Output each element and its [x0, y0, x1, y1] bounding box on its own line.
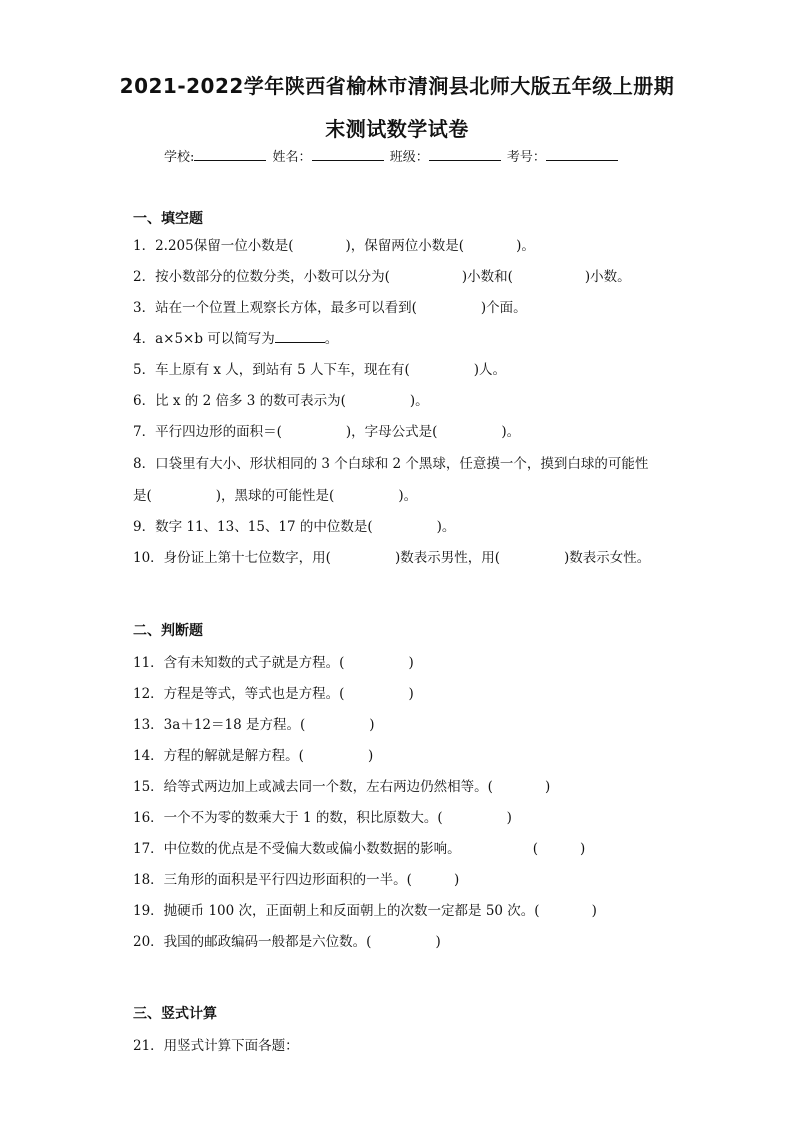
q19-text: 19．抛硬币 100 次，正面朝上和反面朝上的次数一定都是 50 次。( — [133, 903, 540, 919]
question-7 — [133, 420, 520, 440]
school-label: 学校: — [164, 150, 195, 165]
q11-close: ) — [408, 655, 414, 671]
q13-close: ) — [369, 717, 375, 733]
q17-close: ) — [579, 841, 586, 857]
section-fill-heading: 一、填空题 — [133, 211, 203, 227]
q11-text: 11．含有未知数的式子就是方程。( — [133, 655, 345, 671]
exam-no-blank[interactable] — [546, 148, 618, 161]
q17-text: 17．中位数的优点是不受偏大数或偏小数数据的影响。 — [133, 841, 461, 857]
q8-text-b: 是( — [133, 488, 152, 504]
school-blank[interactable] — [194, 148, 266, 161]
q16-text: 16．一个不为零的数乘大于 1 的数，积比原数大。( — [133, 810, 443, 826]
q1-text-c: )。 — [516, 238, 535, 254]
q10-text-c: )数表示女性。 — [564, 550, 651, 566]
q17-open: ( — [532, 841, 538, 857]
q7-text-a: 7．平行四边形的面积＝( — [133, 424, 282, 440]
q2-text-a: 2．按小数部分的位数分类，小数可以分为( — [133, 269, 390, 285]
exam-no-label: 考号： — [506, 150, 546, 165]
q15-close: ) — [544, 779, 551, 795]
question-17 — [133, 837, 585, 857]
q5-text-a: 5．车上原有 x 人，到站有 5 人下车，现在有( — [133, 362, 410, 378]
q6-text-a: 6．比 x 的 2 倍多 3 的数可表示为( — [133, 393, 346, 409]
q6-text-b: )。 — [409, 393, 429, 409]
q10-text-a: 10．身份证上第十七位数字，用( — [133, 550, 331, 566]
q12-close: ) — [408, 686, 414, 702]
question-6 — [133, 389, 429, 409]
q9-text-b: )。 — [436, 519, 456, 535]
q12-text: 12．方程是等式，等式也是方程。( — [133, 686, 345, 702]
section-calc-heading: 三、竖式计算 — [133, 1006, 217, 1022]
name-label: 姓名： — [272, 150, 312, 165]
q8-text-c: )，黑球的可能性是( — [215, 488, 335, 504]
question-19 — [133, 899, 597, 919]
name-blank[interactable] — [312, 148, 384, 161]
class-blank[interactable] — [429, 148, 501, 161]
question-3 — [133, 296, 527, 316]
question-4 — [133, 327, 338, 347]
q21-text: 21．用竖式计算下面各题： — [133, 1038, 299, 1054]
question-21 — [133, 1034, 299, 1054]
q18-close: ) — [453, 872, 460, 888]
question-2 — [133, 265, 631, 285]
question-8-line2 — [133, 484, 417, 504]
q2-text-c: )小数。 — [584, 269, 631, 285]
question-18 — [133, 868, 459, 888]
q13-text: 13．3a＋12＝18 是方程。( — [133, 717, 306, 733]
student-info-line — [164, 146, 620, 165]
question-14 — [133, 744, 373, 764]
q10-text-b: )数表示男性，用( — [394, 550, 500, 566]
q14-close: ) — [367, 748, 374, 764]
question-11 — [133, 651, 414, 671]
question-10 — [133, 546, 650, 566]
q5-text-b: )人。 — [473, 362, 507, 378]
q7-text-b: )，字母公式是( — [345, 424, 438, 440]
q1-text-b: )，保留两位小数是( — [345, 238, 465, 254]
q20-text: 20．我国的邮政编码一般都是六位数。( — [133, 934, 372, 950]
exam-title-line1: 2021-2022学年陕西省榆林市清涧县北师大版五年级上册期 — [119, 74, 675, 98]
q9-text-a: 9．数字 11、13、15、17 的中位数是( — [133, 519, 373, 535]
question-9 — [133, 515, 455, 535]
q4-text-a: 4．a×5×b 可以简写为 — [133, 331, 275, 347]
q14-text: 14．方程的解就是解方程。( — [133, 748, 304, 764]
question-15 — [133, 775, 550, 795]
q1-text-a: 1．2.205保留一位小数是( — [133, 238, 294, 254]
q3-text-a: 3．站在一个位置上观察长方体，最多可以看到( — [133, 300, 417, 316]
q3-text-b: )个面。 — [480, 300, 527, 316]
question-12 — [133, 682, 414, 702]
q20-close: ) — [435, 934, 441, 950]
q15-text: 15．给等式两边加上或减去同一个数，左右两边仍然相等。( — [133, 779, 493, 795]
q8-text-a: 8．口袋里有大小、形状相同的 3 个白球和 2 个黑球，任意摸一个，摸到白球的可能性 — [133, 456, 649, 472]
q19-close: ) — [591, 903, 597, 919]
q18-text: 18．三角形的面积是平行四边形面积的一半。( — [133, 872, 412, 888]
question-8 — [133, 452, 648, 472]
question-5 — [133, 358, 506, 378]
question-20 — [133, 930, 441, 950]
section-judge-heading: 二、判断题 — [133, 623, 203, 639]
class-label: 班级： — [389, 150, 429, 165]
q8-text-d: )。 — [398, 488, 418, 504]
q16-close: ) — [506, 810, 512, 826]
q2-text-b: )小数和( — [461, 269, 513, 285]
question-16 — [133, 806, 512, 826]
question-13 — [133, 713, 375, 733]
question-1 — [133, 234, 535, 254]
q7-text-c: )。 — [501, 424, 521, 440]
exam-title-line2: 末测试数学试卷 — [325, 117, 469, 141]
q4-blank-1[interactable] — [275, 331, 325, 343]
q4-text-b: 。 — [324, 331, 339, 347]
